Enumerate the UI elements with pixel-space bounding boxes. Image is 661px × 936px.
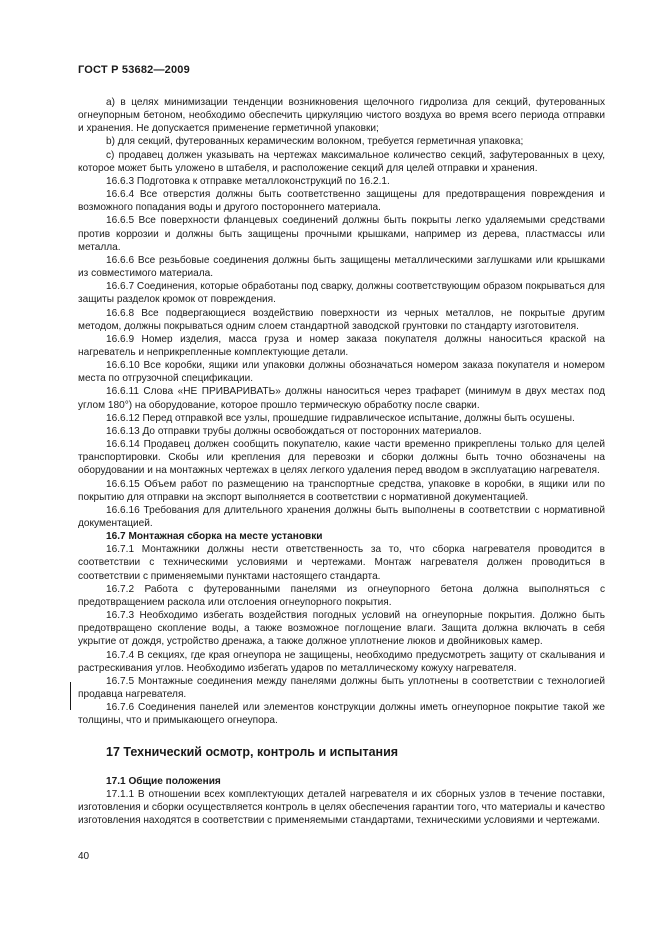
paragraph: 16.6.14 Продавец должен сообщить покупателю, какие части временно прикреплены только для целей транспортировки. Скобы или крепления для перевозки и сборки должны быть точно обозначены на оборудовании и на монтажных чертежах в целях легкого удаления перед вводом в эксплуатацию нагревателя. bbox=[78, 439, 605, 477]
paragraph: 16.7.2 Работа с футерованными панелями из огнеупорного бетона должна выполняться с предотвращением раскола или отслоения огнеупорного покрытия. bbox=[78, 583, 605, 608]
paragraph: 16.6.10 Все коробки, ящики или упаковки должны обозначаться номером заказа покупателя и номером места по отгрузочной спецификации. bbox=[78, 360, 605, 385]
paragraph: 16.6.8 Все подвергающиеся воздействию поверхности из черных металлов, не покрытые другим методом, должны покрываться одним слоем стандартной заводской грунтовки по стандарту изготовителя. bbox=[78, 307, 605, 332]
paragraph: 16.6.11 Слова «НЕ ПРИВАРИВАТЬ» должны наноситься через трафарет (минимум в двух местах под углом 180°) на оборудование, которое прошло термическую обработку после сварки. bbox=[78, 386, 605, 411]
paragraph: 17.1.1 В отношении всех комплектующих деталей нагревателя и их сборных узлов в течение поставки, изготовления и сборки осуществляется контроль в целях обеспечения гарантии того, что материалы и качество изготовления находятся в соответствии с применяемыми стандартами, техническими условиями и чертежами. bbox=[78, 788, 605, 826]
paragraph: 16.7.1 Монтажники должны нести ответственность за то, что сборка нагревателя проводится в соответствии с техническими условиями и чертежами. Монтаж нагревателя должен проводиться в соответствии с применяемыми пунктами настоящего стандарта. bbox=[78, 544, 605, 582]
paragraph: а) в целях минимизации тенденции возникновения щелочного гидролиза для секций, футерованных огнеупорным бетоном, необходимо обеспечить циркуляцию чистого воздуха во время всего периода отправки и хранения. Не допускается применение герметичной упаковки; bbox=[78, 97, 605, 135]
paragraph: 16.7.4 В секциях, где края огнеупора не защищены, необходимо предусмотреть защиту от скалывания и растрескивания углов. Необходимо избегать ударов по металлическому кожуху нагревателя. bbox=[78, 649, 605, 674]
change-bar bbox=[70, 682, 71, 710]
paragraph: 16.6.9 Номер изделия, масса груза и номер заказа покупателя должны наноситься краской на нагреватель и неприкрепленные комплектующие детали. bbox=[78, 333, 605, 358]
paragraph: 16.6.13 До отправки трубы должны освобождаться от посторонних материалов. bbox=[106, 425, 482, 437]
document-body bbox=[78, 96, 605, 827]
paragraph: 16.7.3 Необходимо избегать воздействия погодных условий на огнеупорные покрытия. Должно быть предотвращено скопление воды, а также возможное поглощение влаги. Защита должна включать в себя укрытие от дождя, устройство дренажа, а также должное уплотнение люков и двойниковых камер. bbox=[78, 610, 605, 648]
paragraph: 16.6.16 Требования для длительного хранения должны быть выполнены в соответствии с нормативной документацией. bbox=[78, 504, 605, 529]
section-heading-17-1: 17.1 Общие положения bbox=[106, 775, 221, 787]
paragraph: 16.6.7 Соединения, которые обработаны под сварку, должны соответствующим образом покрываться для защиты разделок кромок от повреждения. bbox=[78, 281, 605, 306]
paragraph: с) продавец должен указывать на чертежах максимальное количество секций, зафутерованных в цеху, которое может быть уложено в штабеля, и расположение секций для целей отправки и хранения. bbox=[78, 149, 605, 174]
paragraph: 16.6.15 Объем работ по размещению на транспортные средства, упаковке в коробки, в ящики или по покрытию для отправки на экспорт выполняется в соответствии с нормативной документацией. bbox=[78, 478, 605, 503]
page-number: 40 bbox=[78, 851, 90, 862]
section-heading-16-7: 16.7 Монтажная сборка на месте установки bbox=[106, 531, 323, 543]
section-heading-17: 17 Технический осмотр, контроль и испытания bbox=[106, 744, 399, 759]
paragraph: 16.6.5 Все поверхности фланцевых соединений должны быть покрыты легко удаляемыми средствами против коррозии и должны быть защищены прочными крышками, например из дерева, пластмассы или металла. bbox=[78, 215, 605, 253]
paragraph: b) для секций, футерованных керамическим волокном, требуется герметичная упаковка; bbox=[106, 136, 524, 148]
paragraph: 16.6.12 Перед отправкой все узлы, прошедшие гидравлическое испытание, должны быть осушены. bbox=[106, 412, 575, 424]
standard-header: ГОСТ Р 53682—2009 bbox=[78, 64, 190, 76]
paragraph: 16.6.3 Подготовка к отправке металлоконструкций по 16.2.1. bbox=[106, 175, 390, 187]
paragraph: 16.7.5 Монтажные соединения между панелями должны быть уплотнены в соответствии с технологией продавца нагревателя. bbox=[78, 675, 605, 701]
paragraph: 16.6.6 Все резьбовые соединения должны быть защищены металлическими заглушками или крышками из совместимого материала. bbox=[78, 254, 605, 280]
paragraph: 16.6.4 Все отверстия должны быть соответственно защищены для предотвращения повреждения и возможного попадания воды и другого постороннего материала. bbox=[78, 189, 605, 214]
paragraph: 16.7.6 Соединения панелей или элементов конструкции должны иметь огнеупорное покрытие такой же толщины, что и примыкающего огнеупора. bbox=[78, 702, 605, 727]
